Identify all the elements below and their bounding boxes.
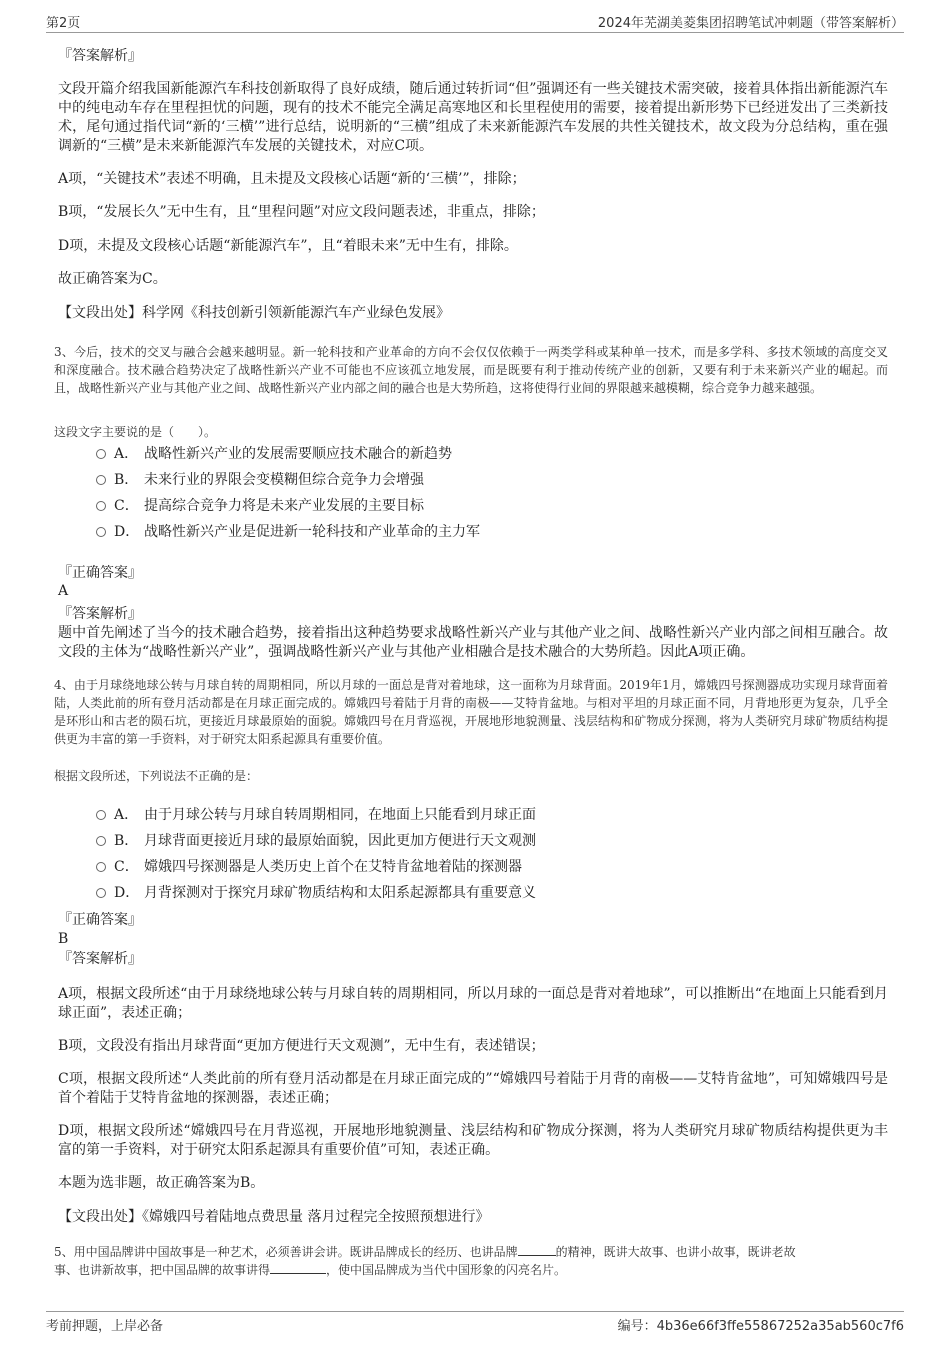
q3-analysis-label: 『答案解析』 [58,606,142,622]
option-letter: D． [114,524,140,540]
q4-analysis-label: 『答案解析』 [58,951,142,967]
option-text: 由于月球公转与月球自转周期相同，在地面上只能看到月球正面 [144,807,536,823]
option-letter: D． [114,885,140,901]
q4-option-b[interactable] [96,832,536,851]
q3-question: 这段文字主要说的是（ ）。 [54,425,217,439]
q3-analysis: 题中首先阐述了当今的技术融合趋势，接着指出这种趋势要求战略性新兴产业与其他产业之间、战略性新兴产业内部之间相互融合。故文段的主体为“战略性新兴产业”，强调战略性新兴产业与其他产业相融合是技术融合的大势所趋。因此A项正确。 [58,625,888,660]
radio-icon[interactable] [96,810,106,820]
option-letter: A． [114,807,139,823]
option-text: 提高综合竞争力将是未来产业发展的主要目标 [144,498,424,514]
option-text: 战略性新兴产业是促进新一轮科技和产业革命的主力军 [144,524,480,540]
page-number: 第2页 [46,16,81,31]
q4-option-d[interactable] [96,884,536,903]
q3-option-d[interactable] [96,523,480,542]
document-title: 2024年芜湖美菱集团招聘笔试冲刺题（带答案解析） [597,16,904,31]
radio-icon[interactable] [96,836,106,846]
option-letter: C． [114,498,139,514]
option-letter: B． [114,833,139,849]
q4-question: 根据文段所述，下列说法不正确的是： [54,769,259,783]
option-text: 月球背面更接近月球的最原始面貌，因此更加方便进行天文观测 [144,833,536,849]
footer-slogan: 考前押题，上岸必备 [46,1319,164,1334]
radio-icon[interactable] [96,862,106,872]
q4-conclusion: 本题为选非题，故正确答案为B。 [58,1175,265,1191]
option-letter: C． [114,859,139,875]
option-text: 嫦娥四号探测器是人类历史上首个在艾特肯盆地着陆的探测器 [144,859,522,875]
fill-blank[interactable] [518,1243,556,1256]
option-text: 月背探测对于探究月球矿物质结构和太阳系起源都具有重要意义 [144,885,536,901]
radio-icon[interactable] [96,527,106,537]
q3-option-a[interactable] [96,445,452,464]
document-id: 编号：4b36e66f3ffe55867252a35ab560c7f6 [617,1319,904,1334]
q4-option-a-analysis: A项，根据文段所述“由于月球绕地球公转与月球自转的周期相同，所以月球的一面总是背对着地球”，可以推断出“在地面上只能看到月球正面”，表述正确； [58,986,888,1021]
radio-icon[interactable] [96,888,106,898]
q5-stem-part: ，使中国品牌成为当代中国形象的闪亮名片。 [326,1263,567,1277]
q3-option-b[interactable] [96,471,424,490]
q3-answer-label: 『正确答案』 [58,565,142,581]
option-letter: B． [114,472,139,488]
option-text: 未来行业的界限会变模糊但综合竞争力会增强 [144,472,424,488]
q3-stem: 3、今后，技术的交叉与融合会越来越明显。新一轮科技和产业革命的方向不会仅仅依赖于一两类学科或某种单一技术，而是多学科、多技术领域的高度交叉和深度融合。技术融合趋势决定了战略性新兴产业不可能也不应该孤立地发展，而是既要有利于推动传统产业的创新，又要有利于未来新兴产业的崛起。而且，战略性新兴产业与其他产业之间、战略性新兴产业内部之间的融合也是大势所趋，这将使得行业间的界限越来越模糊，综合竞争力越来越强。 [54,345,888,395]
option-text: 战略性新兴产业的发展需要顺应技术融合的新趋势 [144,446,452,462]
q4-option-b-analysis: B项，文段没有指出月球背面“更加方便进行天文观测”，无中生有，表述错误； [58,1038,545,1054]
q2-analysis: 文段开篇介绍我国新能源汽车科技创新取得了良好成绩，随后通过转折词“但”强调还有一些关键技术需突破，接着具体指出新能源汽车中的纯电动车存在里程担忧的问题，现有的技术不能完全满足高寒地区和长里程使用的需要，接着提出新形势下已经迸发出了三类新技术，尾句通过指代词“新的‘三横’”进行总结，说明新的“三横”组成了未来新能源汽车发展的共性关键技术，故文段为分总结构，重在强调新的“三横”是未来新能源汽车发展的关键技术，对应C项。 [58,81,888,154]
option-letter: A． [114,446,139,462]
q2-option-a-analysis: A项，“关键技术”表述不明确，且未提及文段核心话题“新的‘三横’”，排除； [58,171,526,187]
radio-icon[interactable] [96,501,106,511]
q4-option-d-analysis: D项，根据文段所述“嫦娥四号在月背巡视，开展地形地貌测量、浅层结构和矿物成分探测，将为人类研究月球矿物质结构提供更为丰富的第一手资料，对于研究太阳系起源具有重要价值”可知，表述正确。 [58,1123,888,1158]
q2-conclusion: 故正确答案为C。 [58,271,167,287]
radio-icon[interactable] [96,449,106,459]
q4-option-c-analysis: C项，根据文段所述“人类此前的所有登月活动都是在月球正面完成的”“嫦娥四号着陆于月背的南极——艾特肯盆地”，可知嫦娥四号是首个着陆于艾特肯盆地的探测器，表述正确； [58,1071,888,1106]
q4-option-a[interactable] [96,806,536,825]
q3-option-c[interactable] [96,497,424,516]
q4-answer: B [58,931,69,947]
q5-stem-part: 5、用中国品牌讲中国故事是一种艺术，必须善讲会讲。既讲品牌成长的经历、也讲品牌 [54,1245,518,1259]
q2-option-d-analysis: D项，未提及文段核心话题“新能源汽车”，且“着眼未来”无中生有，排除。 [58,238,518,254]
q4-source: 【文段出处】《嫦娥四号着陆地点费思量 落月过程完全按照预想进行》 [58,1209,490,1225]
radio-icon[interactable] [96,475,106,485]
page-footer [46,1311,904,1335]
q2-analysis-label: 『答案解析』 [58,48,142,64]
q4-option-c[interactable] [96,858,522,877]
q5-stem-part: 事、也讲新故事，把中国品牌的故事讲得 [54,1263,271,1277]
q2-source: 【文段出处】科学网《科技创新引领新能源汽车产业绿色发展》 [58,305,450,321]
q4-stem: 4、由于月球绕地球公转与月球自转的周期相同，所以月球的一面总是背对着地球，这一面称为月球背面。2019年1月，嫦娥四号探测器成功实现月球背面着陆，人类此前的所有登月活动都是在月球正面完成的。嫦娥四号着陆于月背的南极——艾特肯盆地。与相对平坦的月球正面不同，月背地形更为复杂，几乎全是环形山和古老的陨石坑，更接近月球最原始的面貌。嫦娥四号在月背巡视，开展地形地貌测量、浅层结构和矿物成分探测，将为人类研究月球矿物质结构提供更为丰富的第一手资料，对于研究太阳系起源具有重要价值。 [54,678,888,746]
q5-stem [54,1243,888,1279]
page-header [46,12,904,33]
q4-answer-label: 『正确答案』 [58,912,142,928]
q3-answer: A [58,583,69,599]
fill-blank[interactable] [270,1261,326,1274]
q2-option-b-analysis: B项，“发展长久”无中生有，且“里程问题”对应文段问题表述，非重点，排除； [58,204,545,220]
q5-stem-part: 的精神，既讲大故事、也讲小故事，既讲老故 [555,1245,796,1259]
